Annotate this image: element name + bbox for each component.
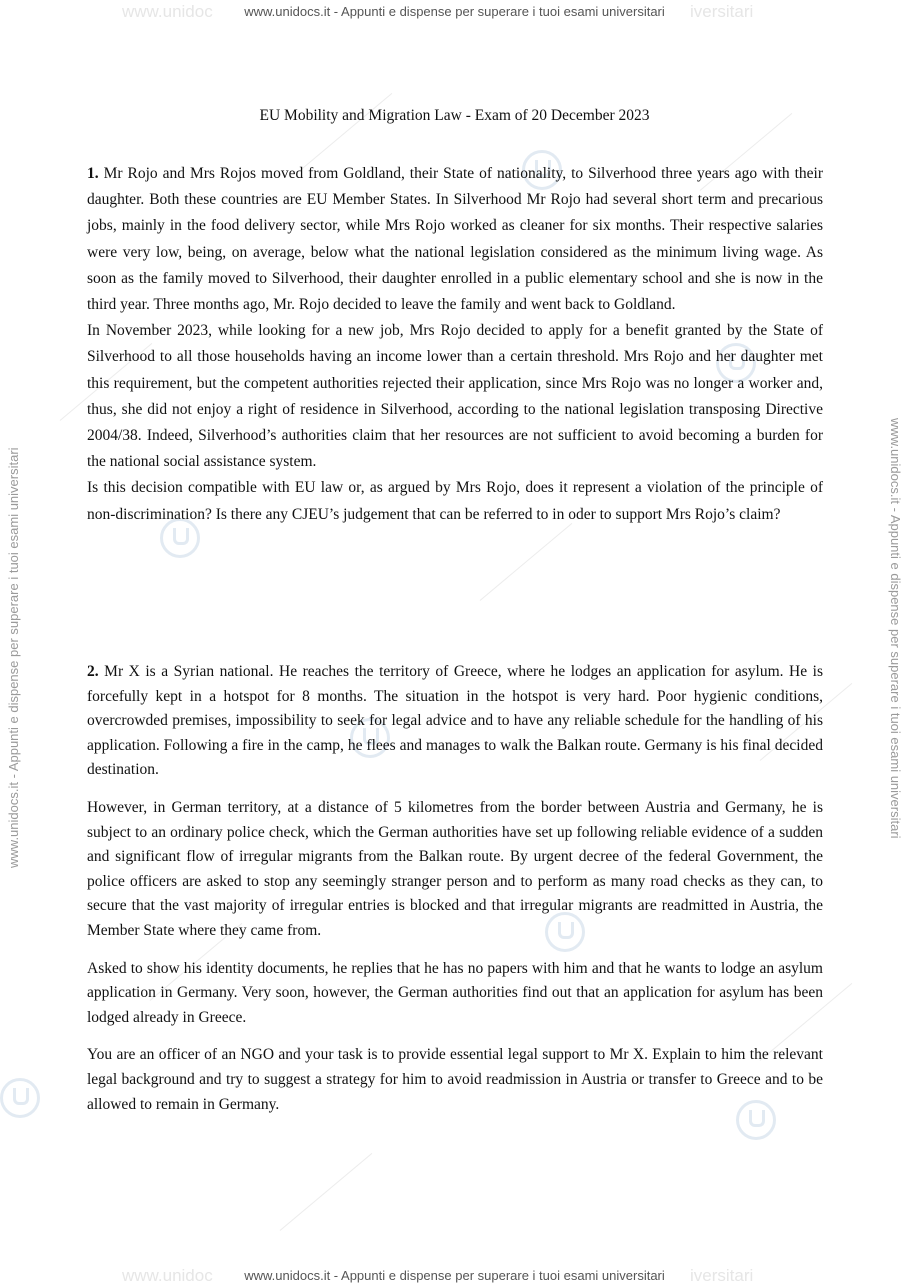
watermark-line [300,93,393,171]
watermark-side-left: www.unidocs.it - Appunti e dispense per superare i tuoi esami universitari [6,447,21,868]
watermark-logo-icon [0,1078,40,1118]
paragraph-text: Mr Rojo and Mrs Rojos moved from Goldland, their State of nationality, to Silverhood three years ago with their daughter. Both these countries are EU Member States. In Silverhood Mr Rojo had several short term and precarious jobs, mainly in the food delivery sector, while Mrs Rojo worked as cleaner for six months. Their respective salaries were very low, being, on average, below what the national legislation considered as the minimum living wage. As soon as the family moved to Silverhood, their daughter enrolled in a public elementary school and she is now in the third year. Three months ago, Mr. Rojo decided to leave the family and went back to Goldland. [87,165,823,314]
watermark-ghost-right-bottom: iversitari [690,1266,754,1285]
question-1 [87,161,823,528]
question-2-paragraph: However, in German territory, at a distance of 5 kilometres from the border between Austria and Germany, he is subject to an ordinary police check, which the German authorities have set up following reliable evidence of a sudden and significant flow of irregular migrants from the Balkan route. By urgent decree of the federal Government, the police officers are asked to stop any seemingly stranger person and to perform as many road checks as they can, to secure that the vast majority of irregular entries is blocked and that irregular migrants are readmitted in Austria, the Member State where they came from. [87,798,823,939]
question-2-paragraph: You are an officer of an NGO and your task is to provide essential legal support to Mr X. Explain to him the relevant legal background and try to suggest a strategy for him to avoid readmission in Austria or transfer to Greece and to be allowed to remain in Germany. [87,1046,823,1113]
question-2 [87,660,823,1130]
watermark-ghost-right: iversitari [690,2,754,21]
watermark-side-right: www.unidocs.it - Appunti e dispense per superare i tuoi esami universitari [888,418,903,839]
question-1-paragraph [87,161,823,318]
watermark-line [280,1153,373,1231]
question-number: 1. [87,165,99,182]
watermark-footer: www.unidocs.it - Appunti e dispense per superare i tuoi esami universitari [244,1268,665,1283]
question-1-paragraph: Is this decision compatible with EU law or, as argued by Mrs Rojo, does it represent a violation of the principle of non-discrimination? Is there any CJEU’s judgement that can be referred to in oder to support Mrs Rojo’s claim? [87,479,823,523]
paragraph-text: Mr X is a Syrian national. He reaches the territory of Greece, where he lodges an application for asylum. He is forcefully kept in a hotspot for 8 months. The situation in the hotspot is very hard. Poor hygienic conditions, overcrowded premises, impossibility to seek for legal advice and to have any reliable schedule for the handling of his application. Following a fire in the camp, he flees and manages to walk the Balkan route. Germany is his final decided destination. [87,663,824,779]
question-1-paragraph: In November 2023, while looking for a new job, Mrs Rojo decided to apply for a benefit granted by the State of Silverhood to all those households having an income lower than a certain threshold. Mrs Rojo and her daughter met this requirement, but the competent authorities rejected their application, since Mrs Rojo was no longer a worker and, thus, she did not enjoy a right of residence in Silverhood, according to the national legislation transposing Directive 2004/38. Indeed, Silverhood’s authorities claim that her resources are not sufficient to avoid becoming a burden for the national social assistance system. [87,322,823,471]
watermark-ghost-left-bottom: www.unidoc [122,1266,213,1285]
question-2-paragraph: Asked to show his identity documents, he replies that he has no papers with him and that he wants to lodge an asylum application in Germany. Very soon, however, the German authorities find out that an application for asylum has been lodged already in Greece. [87,959,823,1026]
watermark-header: www.unidocs.it - Appunti e dispense per superare i tuoi esami universitari [244,4,665,19]
question-number: 2. [87,663,99,680]
document-title: EU Mobility and Migration Law - Exam of 20 December 2023 [259,107,650,124]
watermark-line [480,523,573,601]
question-2-paragraph [87,660,823,783]
watermark-ghost-left: www.unidoc [122,2,213,21]
